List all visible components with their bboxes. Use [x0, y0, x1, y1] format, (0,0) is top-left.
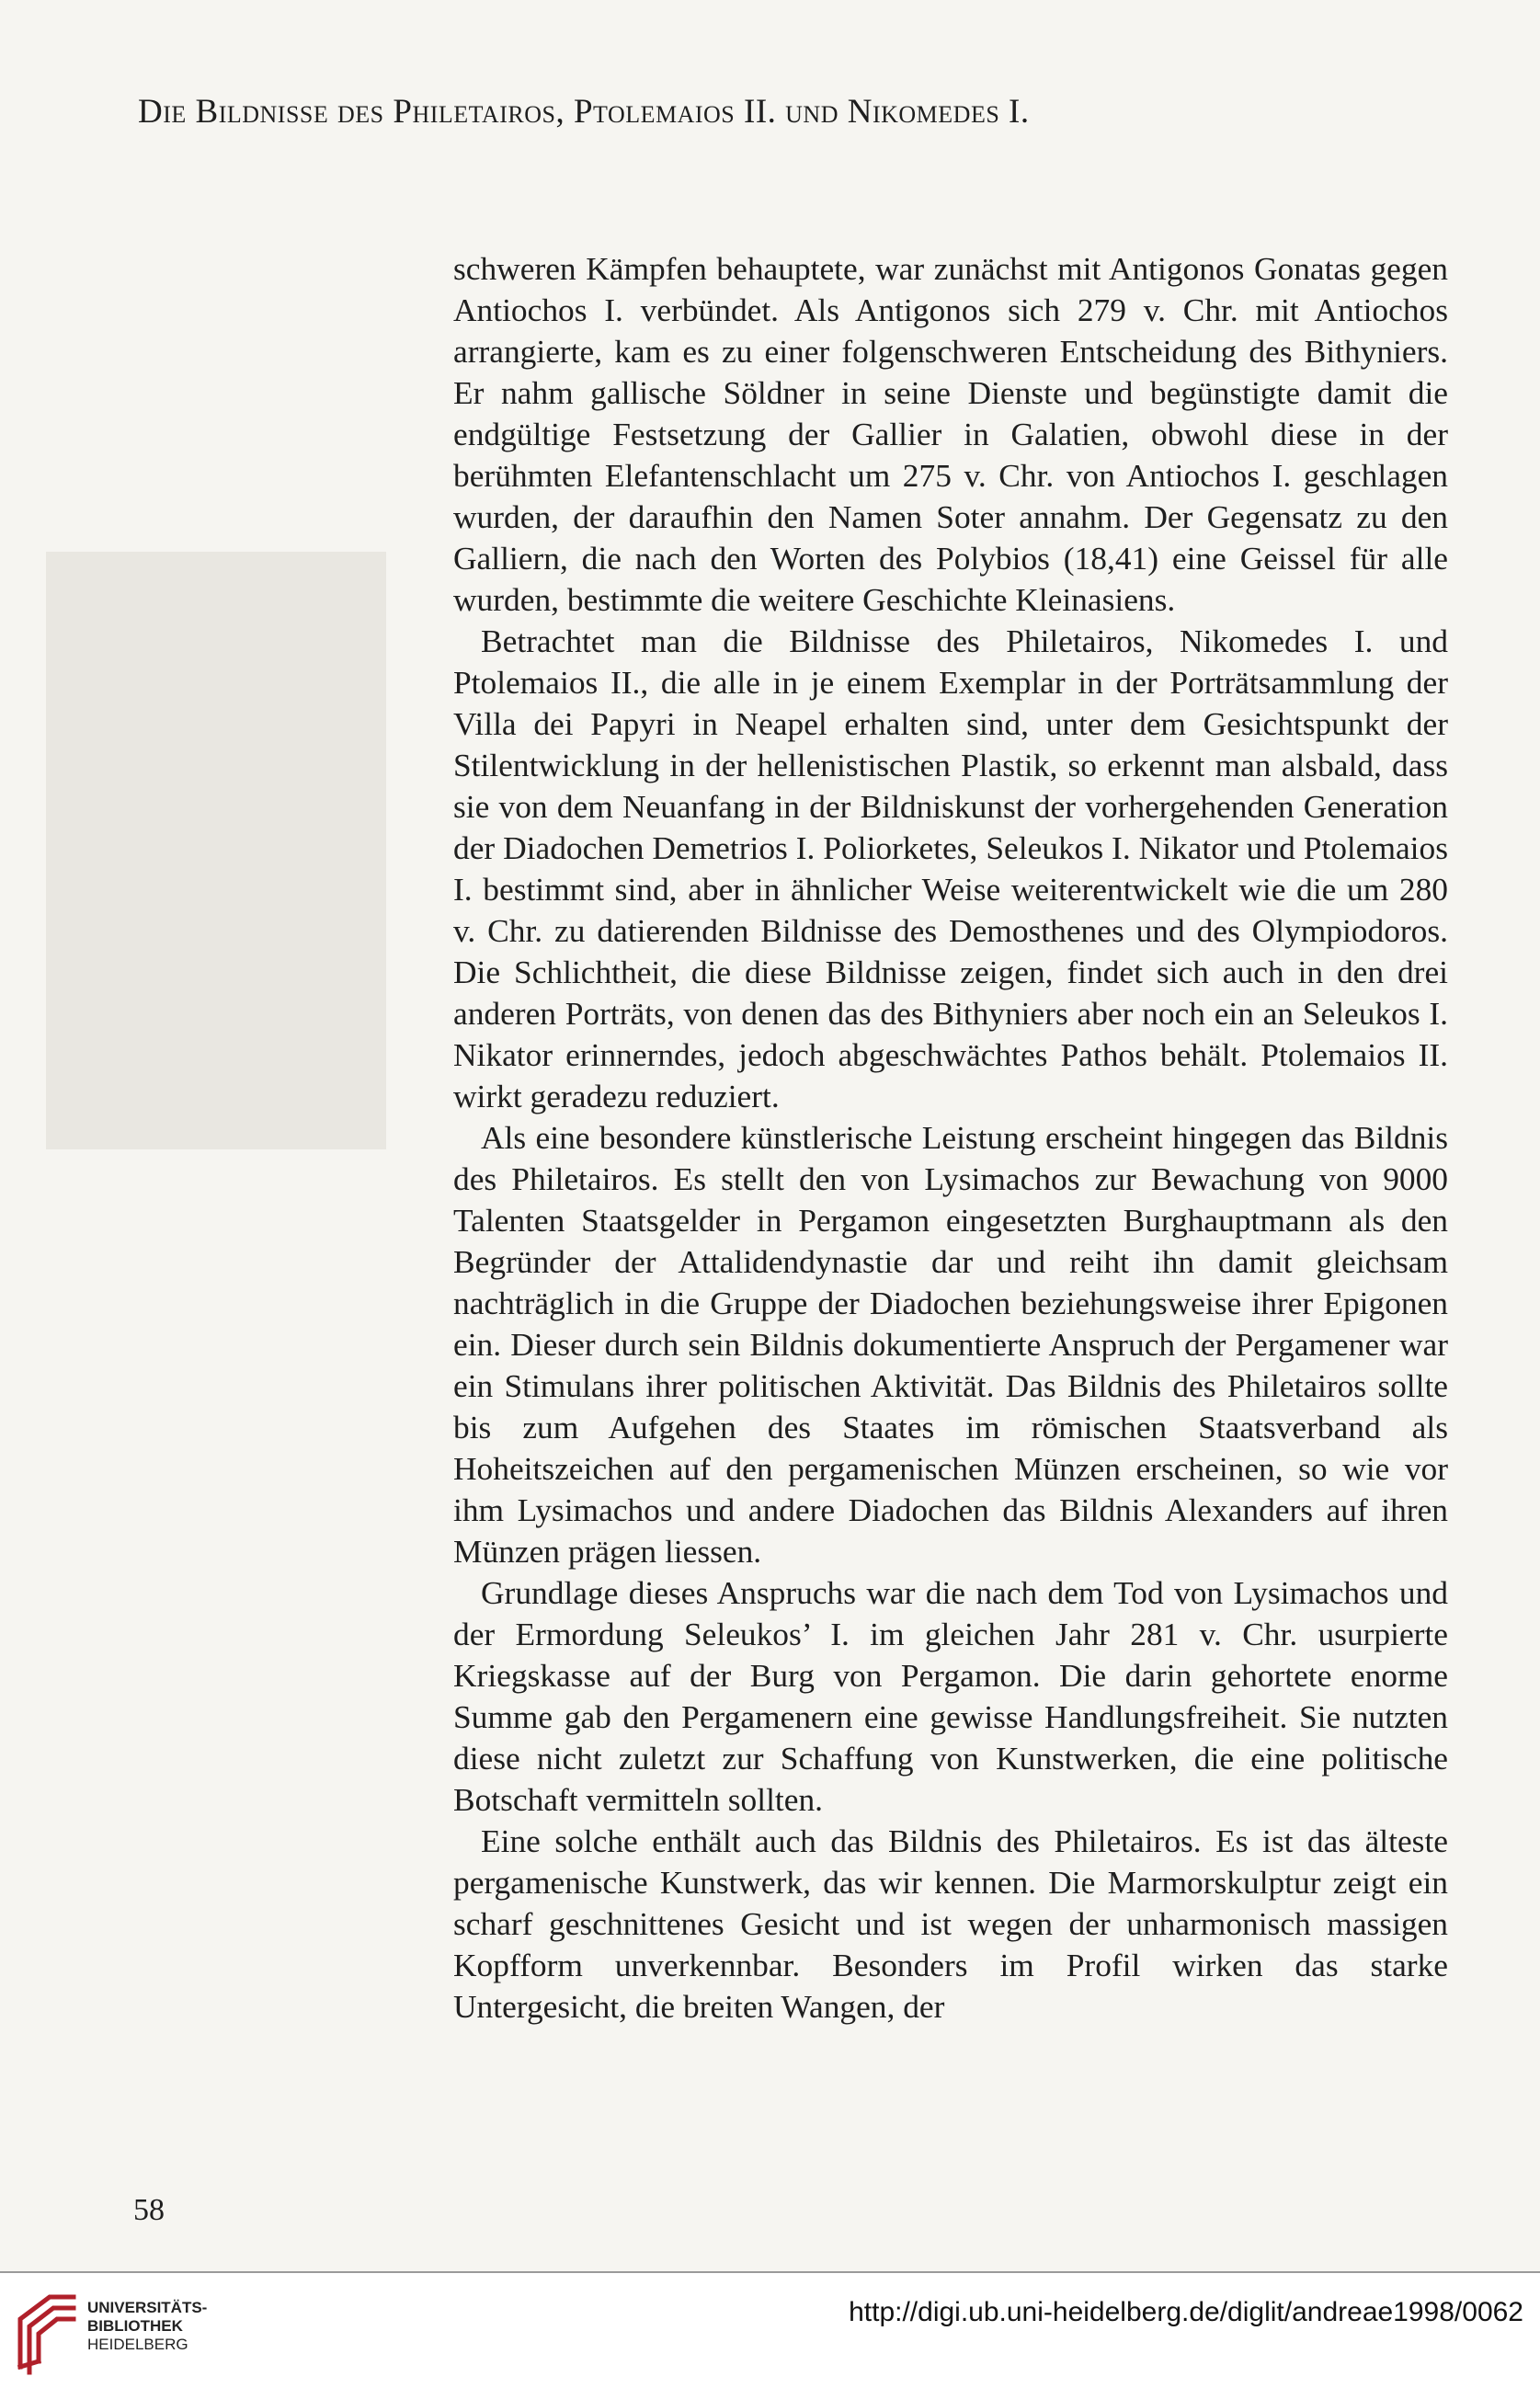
paragraph-4: Grundlage dieses Anspruchs war die nach dem Tod von Lysimachos und der Ermordung Seleukos’ I. im gleichen Jahr 281 v. Chr. usurpierte Kriegskasse auf der Burg von Pergamon. Die darin gehortete enorme Summe gab den Pergamenern eine gewisse Handlungsfreiheit. Sie nutzten diese nicht zuletzt zur Schaffung von Kunstwerken, die eine politische Botschaft vermitteln sollten.: [453, 1574, 1448, 1818]
show-through-shadow: [46, 552, 386, 1149]
library-footer: [0, 2271, 1540, 2388]
paragraph-3: Als eine besondere künstlerische Leistung erscheint hingegen das Bildnis des Philetairos. Es stellt den von Lysimachos zur Bewachung von 9000 Talenten Staatsgelder in Pergamon eingesetzten Burghauptmann als den Begründer der Attalidendynastie dar und reiht ihn damit gleichsam nachträglich in die Gruppe der Diadochen beziehungsweise ihrer Epigonen ein. Dieser durch sein Bildnis dokumentierte Anspruch der Pergamener war ein Stimulans ihrer politischen Aktivität. Das Bildnis des Philetairos sollte bis zum Aufgehen des Staates im römischen Staatsverband als Hoheitszeichen auf den pergamenischen Münzen erscheinen, so wie vor ihm Lysimachos und andere Diadochen das Bildnis Alexanders auf ihren Münzen prägen liessen.: [453, 1119, 1448, 1570]
library-name: [87, 2299, 207, 2354]
paragraph-2: Betrachtet man die Bildnisse des Philetairos, Nikomedes I. und Ptolemaios II., die alle in je einem Exemplar in der Porträtsammlung der Villa dei Papyri in Neapel erhalten sind, unter dem Gesichtspunkt der Stilentwicklung in der hellenistischen Plastik, so erkennt man alsbald, dass sie von dem Neuanfang in der Bildniskunst der vorhergehenden Generation der Diadochen Demetrios I. Poliorketes, Seleukos I. Nikator und Ptolemaios I. bestimmt sind, aber in ähnlicher Weise weiterentwickelt wie die um 280 v. Chr. zu datierenden Bildnisse des Demosthenes und des Olympiodoros. Die Schlichtheit, die diese Bildnisse zeigen, findet sich auch in den drei anderen Porträts, von denen das des Bithyniers aber noch ein an Seleukos I. Nikator erinnerndes, jedoch abgeschwächtes Pathos behält. Ptolemaios II. wirkt geradezu reduziert.: [453, 623, 1448, 1114]
page-number: 58: [133, 2193, 165, 2227]
source-url-link[interactable]: http://digi.ub.uni-heidelberg.de/diglit/andreae1998/0062: [849, 2297, 1523, 2327]
library-name-line-1: UNIVERSITÄTS-: [87, 2299, 208, 2316]
paragraph-1: schweren Kämpfen behauptete, war zunächst mit Antigonos Gonatas gegen Antiochos I. verbündet. Als Antigonos sich 279 v. Chr. mit Antiochos arrangierte, kam es zu einer folgenschweren Entscheidung des Bithyniers. Er nahm gallische Söldner in seine Dienste und begünstigte damit die endgültige Festsetzung der Gallier in Galatien, obwohl diese in der berühmten Elefantenschlacht um 275 v. Chr. von Antiochos I. geschlagen wurden, der daraufhin den Namen Soter annahm. Der Gegensatz zu den Galliern, die nach den Worten des Polybios (18,41) eine Geissel für alle wurden, bestimmte die weitere Geschichte Kleinasiens.: [453, 250, 1448, 618]
paragraph-5: Eine solche enthält auch das Bildnis des Philetairos. Es ist das älteste pergamenische Kunstwerk, das wir kennen. Die Marmorskulptur zeigt ein scharf geschnittenes Gesicht und ist wegen der unharmonisch massigen Kopfform unverkennbar. Besonders im Profil wirken das starke Untergesicht, die breiten Wangen, der: [453, 1822, 1448, 2025]
body-text: [453, 248, 1448, 2028]
library-logo-icon: [13, 2284, 82, 2376]
library-name-line-2: BIBLIOTHEK: [87, 2317, 183, 2335]
library-name-line-3: HEIDELBERG: [87, 2336, 188, 2353]
running-title: Die Bildnisse des Philetairos, Ptolemaios II. und Nikomedes I.: [138, 93, 1030, 131]
